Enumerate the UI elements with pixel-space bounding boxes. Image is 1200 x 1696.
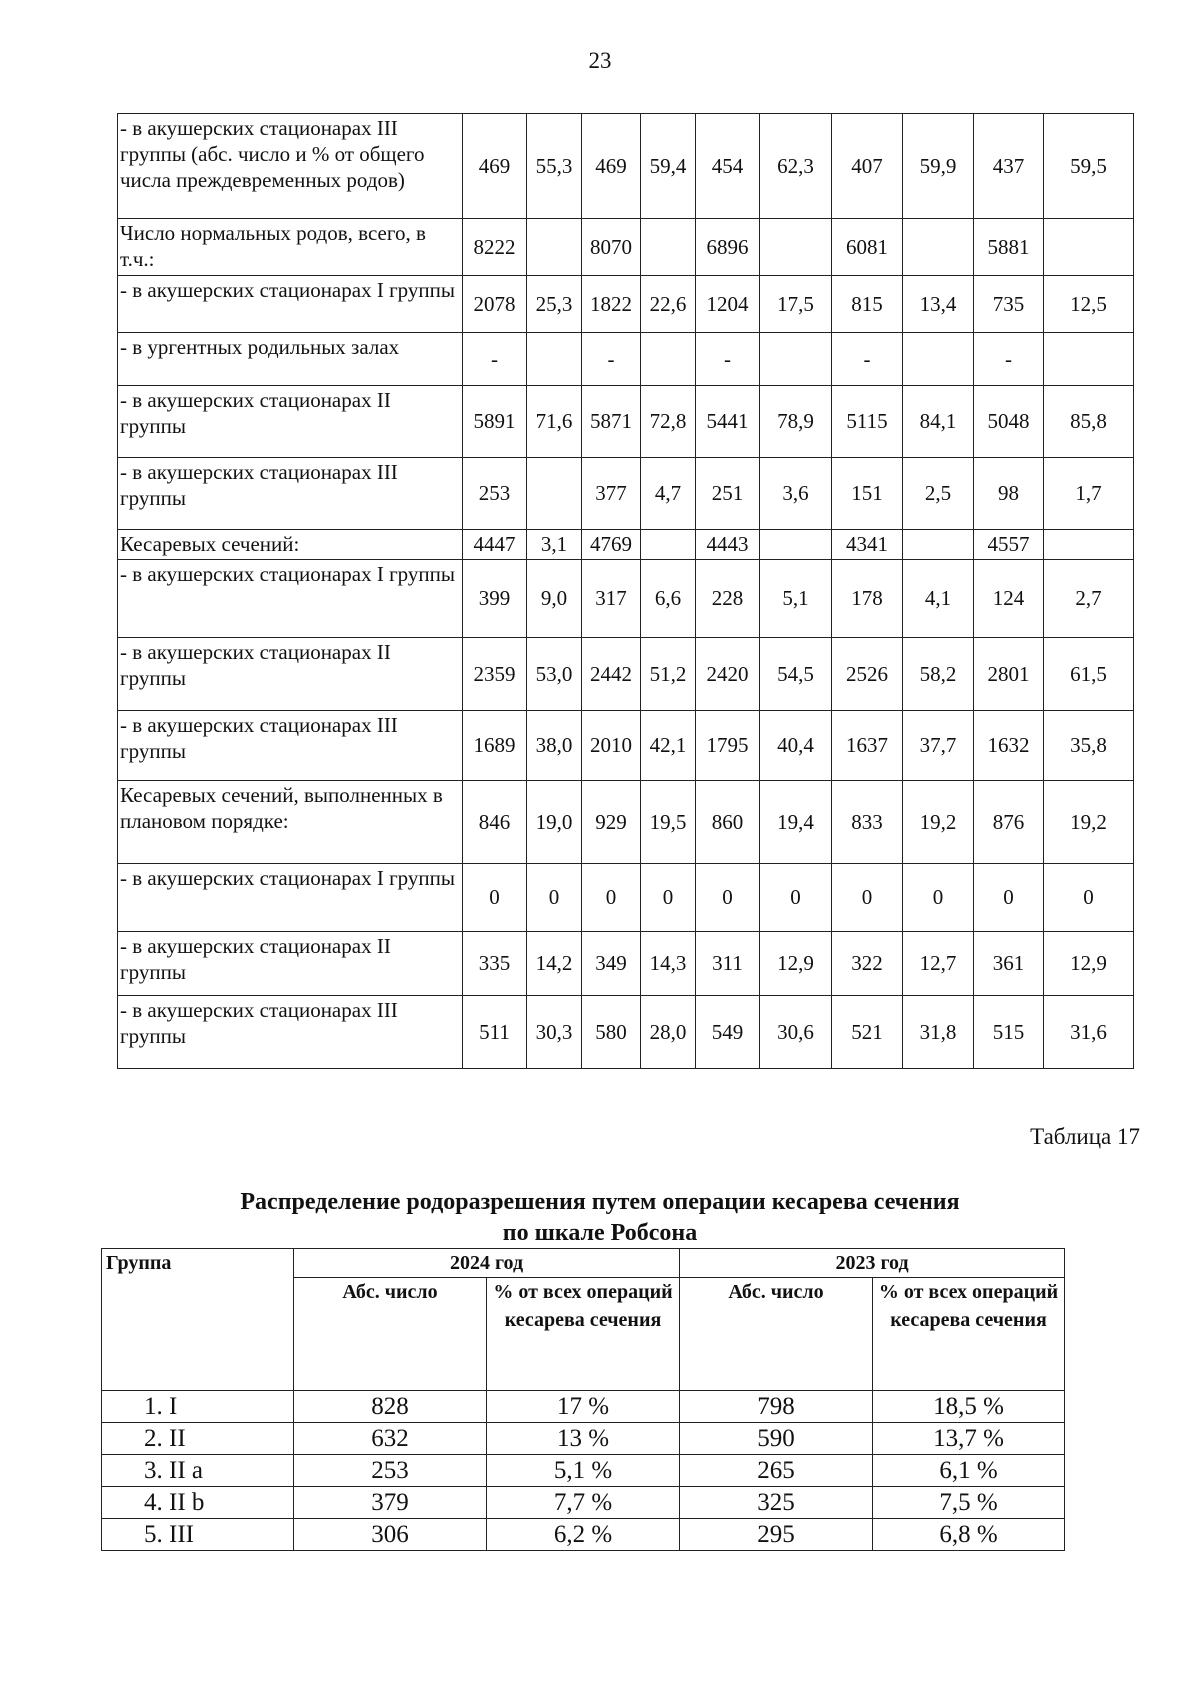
row-label: - в акушерских стационарах III группы	[118, 996, 463, 1069]
table-row	[118, 114, 1134, 219]
table-cell: 0	[463, 864, 527, 932]
table-cell: 0	[696, 864, 760, 932]
table-row	[118, 781, 1134, 864]
table-row	[118, 386, 1134, 458]
table-cell: 7,5 %	[873, 1487, 1065, 1519]
robson-group: 4. II b	[102, 1487, 294, 1519]
table-cell: 6,8 %	[873, 1519, 1065, 1551]
table-row	[118, 276, 1134, 333]
table-row	[118, 560, 1134, 638]
table-cell	[903, 530, 974, 560]
row-label: Кесаревых сечений:	[118, 530, 463, 560]
table-row	[118, 711, 1134, 781]
table-cell: 1,7	[1044, 458, 1134, 530]
table-row	[118, 932, 1134, 996]
table-cell: 1632	[974, 711, 1044, 781]
table-title	[0, 1187, 1200, 1249]
table-cell	[760, 219, 832, 276]
table-cell: 454	[696, 114, 760, 219]
table-cell: 19,0	[527, 781, 582, 864]
table-cell: 5,1	[760, 560, 832, 638]
table-cell	[527, 458, 582, 530]
table-cell: 6896	[696, 219, 760, 276]
row-label: - в акушерских стационарах II группы	[118, 638, 463, 711]
table-cell: 8070	[582, 219, 641, 276]
table-cell: 253	[463, 458, 527, 530]
table-cell: 19,2	[903, 781, 974, 864]
table-cell: 151	[832, 458, 903, 530]
table-cell: 58,2	[903, 638, 974, 711]
table-cell: 59,9	[903, 114, 974, 219]
table-cell: 14,3	[641, 932, 696, 996]
table-cell: 580	[582, 996, 641, 1069]
table-row	[118, 864, 1134, 932]
table-cell: 1795	[696, 711, 760, 781]
header-abs-2023: Абс. число	[680, 1278, 873, 1391]
table-row	[118, 333, 1134, 386]
table-cell: 833	[832, 781, 903, 864]
table-cell: 4,1	[903, 560, 974, 638]
table-cell: 251	[696, 458, 760, 530]
table-cell: 0	[527, 864, 582, 932]
table-cell: 13,7 %	[873, 1423, 1065, 1455]
table-cell	[641, 333, 696, 386]
table-cell: 349	[582, 932, 641, 996]
table-cell: 3,1	[527, 530, 582, 560]
table-cell: 17 %	[487, 1391, 680, 1423]
table-cell: 521	[832, 996, 903, 1069]
robson-group: 1. I	[102, 1391, 294, 1423]
table-cell: 22,6	[641, 276, 696, 333]
table-cell: 17,5	[760, 276, 832, 333]
table-cell: 4,7	[641, 458, 696, 530]
table-cell: 511	[463, 996, 527, 1069]
table-cell: 38,0	[527, 711, 582, 781]
table-cell: -	[463, 333, 527, 386]
table-cell	[641, 219, 696, 276]
table-cell: 399	[463, 560, 527, 638]
header-group: Группа	[102, 1249, 294, 1391]
table-cell	[641, 530, 696, 560]
table-cell: -	[582, 333, 641, 386]
table-cell: 3,6	[760, 458, 832, 530]
table-cell: 19,4	[760, 781, 832, 864]
table-cell	[760, 333, 832, 386]
table-cell: 9,0	[527, 560, 582, 638]
table-cell: 98	[974, 458, 1044, 530]
table-cell: 2010	[582, 711, 641, 781]
table-cell: 7,7 %	[487, 1487, 680, 1519]
table-title-line-2: по шкале Робсона	[502, 1220, 698, 1246]
table-cell: 0	[832, 864, 903, 932]
table-cell: 54,5	[760, 638, 832, 711]
table-row	[118, 996, 1134, 1069]
table-cell: 19,5	[641, 781, 696, 864]
row-label: - в акушерских стационарах II группы	[118, 932, 463, 996]
table-cell: 0	[1044, 864, 1134, 932]
table-cell: 929	[582, 781, 641, 864]
table-cell: 61,5	[1044, 638, 1134, 711]
table-cell	[527, 333, 582, 386]
row-label: Кесаревых сечений, выполненных в плановом порядке:	[118, 781, 463, 864]
table-cell: 2359	[463, 638, 527, 711]
table-cell: -	[832, 333, 903, 386]
table-cell: 31,8	[903, 996, 974, 1069]
row-label: Число нормальных родов, всего, в т.ч.:	[118, 219, 463, 276]
table-cell: 5441	[696, 386, 760, 458]
table-cell: 12,5	[1044, 276, 1134, 333]
table-cell: 6,6	[641, 560, 696, 638]
table-cell: 590	[680, 1423, 873, 1455]
table-cell: 1637	[832, 711, 903, 781]
table-cell: 876	[974, 781, 1044, 864]
table-cell: 0	[582, 864, 641, 932]
table-cell: 12,9	[1044, 932, 1134, 996]
table-cell: 28,0	[641, 996, 696, 1069]
table-cell: 4447	[463, 530, 527, 560]
table-cell	[760, 530, 832, 560]
table-cell: 361	[974, 932, 1044, 996]
row-label: - в акушерских стационарах I группы	[118, 276, 463, 333]
table-cell: 6,1 %	[873, 1455, 1065, 1487]
table-cell: 6,2 %	[487, 1519, 680, 1551]
table-cell: 2420	[696, 638, 760, 711]
table-cell: 469	[463, 114, 527, 219]
robson-group: 2. II	[102, 1423, 294, 1455]
table-row	[102, 1487, 1065, 1519]
table-cell: 5871	[582, 386, 641, 458]
table-cell: 6081	[832, 219, 903, 276]
table-cell	[1044, 530, 1134, 560]
table-cell: 735	[974, 276, 1044, 333]
table-row	[102, 1423, 1065, 1455]
row-label: - в акушерских стационарах III группы	[118, 458, 463, 530]
table-row	[102, 1391, 1065, 1423]
robson-group: 5. III	[102, 1519, 294, 1551]
table-cell: 2442	[582, 638, 641, 711]
table-cell: 4557	[974, 530, 1044, 560]
table-cell: 13,4	[903, 276, 974, 333]
table-cell: 0	[760, 864, 832, 932]
table-row	[118, 530, 1134, 560]
table-cell: 55,3	[527, 114, 582, 219]
table-cell: 5048	[974, 386, 1044, 458]
table-cell: 5115	[832, 386, 903, 458]
table-cell: 2078	[463, 276, 527, 333]
table-cell: 42,1	[641, 711, 696, 781]
header-pct-2023: % от всех операций кесарева сечения	[873, 1278, 1065, 1391]
table-cell: 85,8	[1044, 386, 1134, 458]
table-cell: 59,4	[641, 114, 696, 219]
table-cell: 317	[582, 560, 641, 638]
table-cell	[903, 219, 974, 276]
table-cell: 4769	[582, 530, 641, 560]
table-cell: 2801	[974, 638, 1044, 711]
table-cell: 59,5	[1044, 114, 1134, 219]
table-cell: 407	[832, 114, 903, 219]
table-cell: 379	[294, 1487, 487, 1519]
table-cell: 2,5	[903, 458, 974, 530]
table-row	[118, 219, 1134, 276]
table-cell: -	[974, 333, 1044, 386]
table-cell: 295	[680, 1519, 873, 1551]
table-cell: 2,7	[1044, 560, 1134, 638]
table-cell: 1689	[463, 711, 527, 781]
table-cell: 8222	[463, 219, 527, 276]
table-row	[102, 1455, 1065, 1487]
row-label: - в ургентных родильных залах	[118, 333, 463, 386]
table-row	[118, 638, 1134, 711]
table-cell: 1204	[696, 276, 760, 333]
row-label: - в акушерских стационарах II группы	[118, 386, 463, 458]
header-year-2023: 2023 год	[680, 1249, 1065, 1278]
table-cell: 377	[582, 458, 641, 530]
table-cell: -	[696, 333, 760, 386]
table-cell: 12,7	[903, 932, 974, 996]
table-cell: 335	[463, 932, 527, 996]
table-cell: 306	[294, 1519, 487, 1551]
table-cell: 0	[903, 864, 974, 932]
table-cell: 25,3	[527, 276, 582, 333]
table-cell: 549	[696, 996, 760, 1069]
table-cell: 325	[680, 1487, 873, 1519]
table-cell: 51,2	[641, 638, 696, 711]
table-cell	[903, 333, 974, 386]
table-cell: 53,0	[527, 638, 582, 711]
robson-table	[101, 1248, 1065, 1551]
table-cell: 253	[294, 1455, 487, 1487]
table-cell: 124	[974, 560, 1044, 638]
table-cell: 178	[832, 560, 903, 638]
table-cell: 469	[582, 114, 641, 219]
row-label: - в акушерских стационарах III группы	[118, 711, 463, 781]
table-cell: 828	[294, 1391, 487, 1423]
row-label: - в акушерских стационарах I группы	[118, 864, 463, 932]
header-year-2024: 2024 год	[294, 1249, 680, 1278]
table-cell: 437	[974, 114, 1044, 219]
table-cell	[1044, 219, 1134, 276]
table-cell: 5,1 %	[487, 1455, 680, 1487]
table-cell: 30,6	[760, 996, 832, 1069]
table-cell: 860	[696, 781, 760, 864]
table-cell: 2526	[832, 638, 903, 711]
table-cell: 19,2	[1044, 781, 1134, 864]
table-cell: 62,3	[760, 114, 832, 219]
table-row	[118, 458, 1134, 530]
births-table	[117, 113, 1134, 1069]
table-cell: 846	[463, 781, 527, 864]
table-cell: 72,8	[641, 386, 696, 458]
header-abs-2024: Абс. число	[294, 1278, 487, 1391]
table-caption: Таблица 17	[1030, 1124, 1140, 1149]
table-cell: 0	[641, 864, 696, 932]
table-cell: 14,2	[527, 932, 582, 996]
table-cell: 4443	[696, 530, 760, 560]
table-cell: 5891	[463, 386, 527, 458]
table-row	[102, 1519, 1065, 1551]
table-cell: 84,1	[903, 386, 974, 458]
table-title-line-1: Распределение родоразрешения путем операции кесарева сечения	[240, 1189, 960, 1215]
table-cell: 12,9	[760, 932, 832, 996]
header-pct-2024: % от всех операций кесарева сечения	[487, 1278, 680, 1391]
table-cell	[1044, 333, 1134, 386]
table-cell: 1822	[582, 276, 641, 333]
table-cell: 31,6	[1044, 996, 1134, 1069]
table-cell: 4341	[832, 530, 903, 560]
table-cell: 30,3	[527, 996, 582, 1069]
table-cell: 40,4	[760, 711, 832, 781]
table-cell: 37,7	[903, 711, 974, 781]
table-cell: 0	[974, 864, 1044, 932]
row-label: - в акушерских стационарах III группы (абс. число и % от общего числа преждевременных родов)	[118, 114, 463, 219]
table-cell: 322	[832, 932, 903, 996]
table-cell: 18,5 %	[873, 1391, 1065, 1423]
page-number: 23	[588, 48, 612, 73]
table-cell: 228	[696, 560, 760, 638]
table-cell: 35,8	[1044, 711, 1134, 781]
table-cell	[527, 219, 582, 276]
table-cell: 78,9	[760, 386, 832, 458]
table-cell: 798	[680, 1391, 873, 1423]
table-cell: 632	[294, 1423, 487, 1455]
row-label: - в акушерских стационарах I группы	[118, 560, 463, 638]
table-cell: 5881	[974, 219, 1044, 276]
table-cell: 311	[696, 932, 760, 996]
robson-group: 3. II a	[102, 1455, 294, 1487]
table-cell: 13 %	[487, 1423, 680, 1455]
table-cell: 71,6	[527, 386, 582, 458]
table-cell: 515	[974, 996, 1044, 1069]
table-cell: 265	[680, 1455, 873, 1487]
table-cell: 815	[832, 276, 903, 333]
